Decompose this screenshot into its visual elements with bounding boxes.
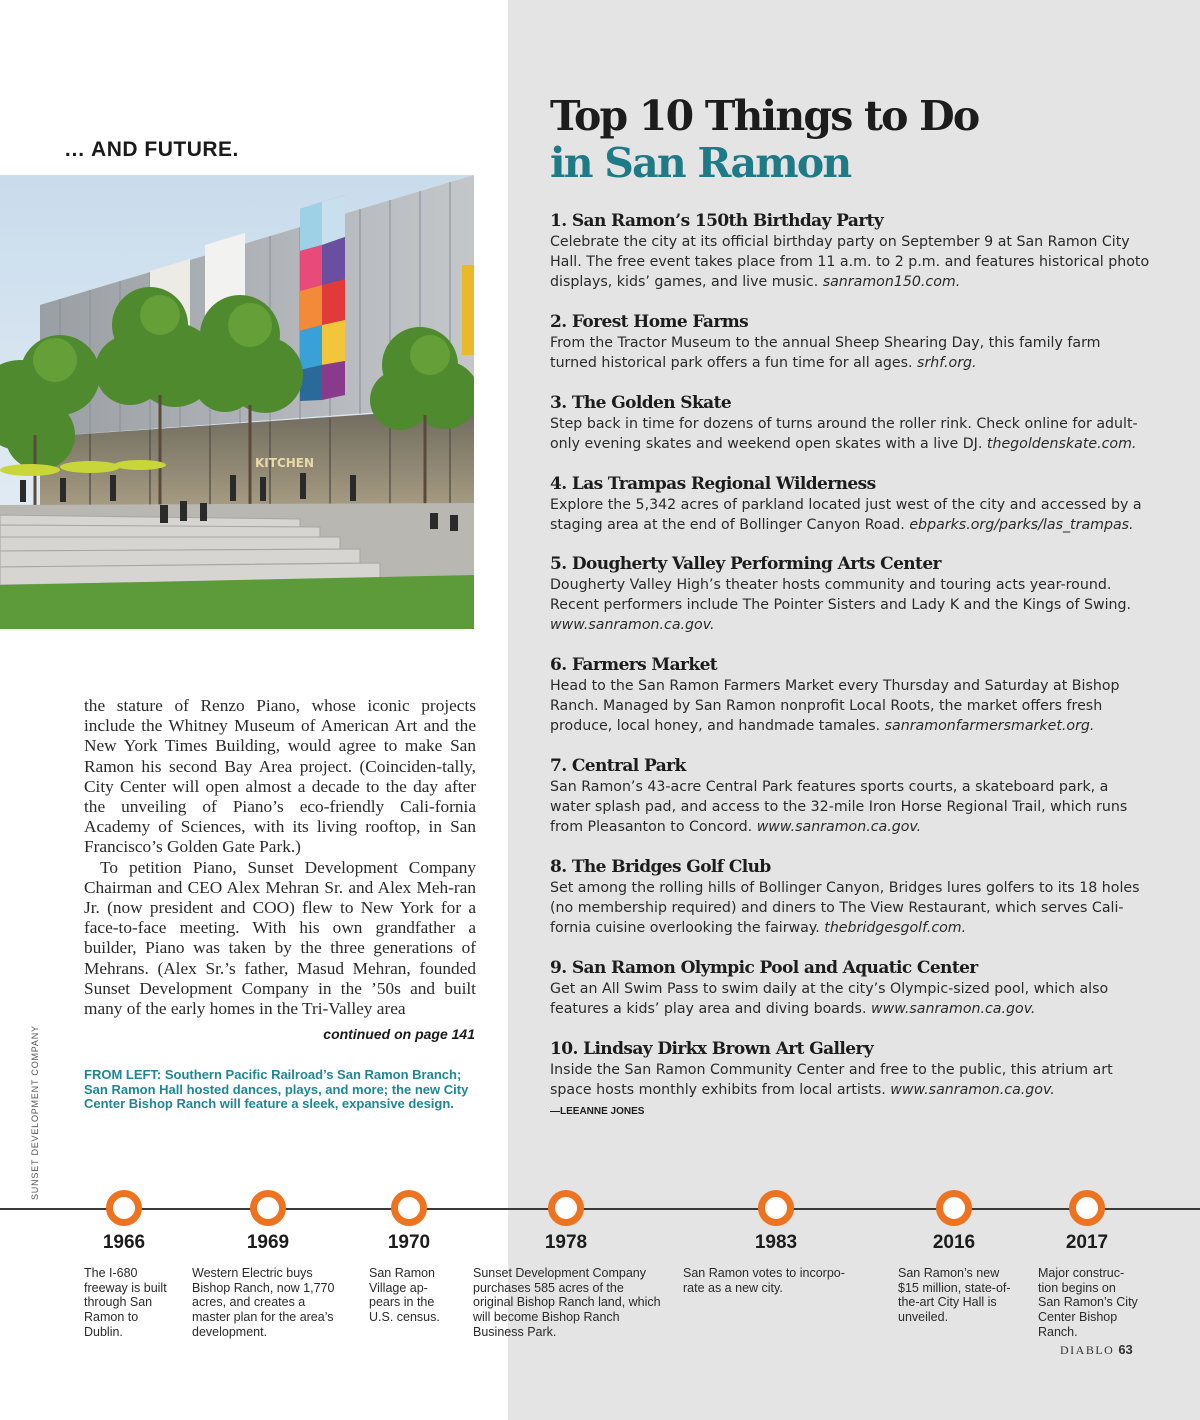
timeline-year: 2016 bbox=[932, 1232, 976, 1253]
list-item-text: Set among the rolling hills of Bollinger Canyon, Bridges lures golfers to its 18 holes (no membership required) and diners to The View Restaurant, which serves Cali-fornia cuisine overlooking the fairway. thebridgesgolf.com. bbox=[550, 880, 1140, 937]
list-item-title: 5. Dougherty Valley Performing Arts Center bbox=[550, 554, 941, 574]
timeline-marker bbox=[391, 1190, 427, 1226]
photo-caption: FROM LEFT: Southern Pacific Railroad’s San Ramon Branch; San Ramon Hall hosted dances, plays, and more; the new City Center Bishop Ranch will feature a sleek, expansive design. bbox=[84, 1067, 469, 1111]
city-center-rendering bbox=[0, 175, 474, 629]
page-number: 63 bbox=[1118, 1342, 1133, 1357]
timeline-description: Western Electric buys Bishop Ranch, now 1,770 acres, and creates a master plan for the area’s development. bbox=[192, 1266, 335, 1339]
list-item bbox=[550, 654, 1150, 737]
timeline-marker bbox=[936, 1190, 972, 1226]
list-item-link[interactable]: www.sanramon.ca.gov. bbox=[870, 1001, 1036, 1018]
list-item bbox=[550, 210, 1150, 293]
section-label: … AND FUTURE. bbox=[64, 138, 239, 161]
list-item-title: 4. Las Trampas Regional Wilderness bbox=[550, 474, 876, 494]
page-footer bbox=[1060, 1342, 1133, 1358]
continued-note: continued on page 141 bbox=[323, 1026, 475, 1042]
list-item bbox=[550, 957, 1150, 1019]
list-item-text: Head to the San Ramon Farmers Market every Thursday and Saturday at Bishop Ranch. Managed by San Ramon nonprofit Local Roots, the market offers fresh produce, local honey, and handmade tamales. sanramonfarmersmarket.org. bbox=[550, 678, 1120, 735]
body-paragraph: To petition Piano, Sunset Development Company Chairman and CEO Alex Mehran Sr. and Alex Meh-ran Jr. (now president and COO) flew to New York for a face-to-face meeting. With his own grandfather a builder, Piano was taken by the three generations of Mehrans. (Alex Sr.’s father, Masud Mehran, founded Sunset Development Company in the ’50s and built many of the early homes in the Tri-Valley area bbox=[84, 857, 476, 1019]
timeline-description: Sunset Development Company purchases 585 acres of the original Bishop Ranch land, which will become Bishop Ranch Business Park. bbox=[473, 1266, 661, 1339]
timeline-year: 1966 bbox=[102, 1232, 146, 1253]
timeline-marker bbox=[1069, 1190, 1105, 1226]
list-item-text: Step back in time for dozens of turns around the roller rink. Check online for adult-only evening skates and weekend open skates with a live DJ. thegoldenskate.com. bbox=[550, 416, 1138, 453]
storefront-sign: KITCHEN bbox=[255, 456, 315, 470]
list-item-title: 3. The Golden Skate bbox=[550, 393, 732, 413]
list-item-text: From the Tractor Museum to the annual Sheep Shearing Day, this family farm turned historical park offers a fun time for all ages. srhf.org. bbox=[550, 335, 1101, 372]
list-item bbox=[550, 856, 1150, 939]
timeline-marker bbox=[758, 1190, 794, 1226]
list-item-link[interactable]: thebridgesgolf.com. bbox=[824, 920, 967, 937]
list-item-text: Dougherty Valley High’s theater hosts community and touring acts year-round. Recent performers include The Pointer Sisters and Lady K and the Kings of Swing. www.sanramon.ca.gov. bbox=[550, 577, 1132, 634]
timeline-marker bbox=[548, 1190, 584, 1226]
list-item bbox=[550, 392, 1150, 454]
list-item-title: 6. Farmers Market bbox=[550, 655, 718, 675]
timeline-year: 1978 bbox=[544, 1232, 588, 1253]
timeline-year: 1983 bbox=[754, 1232, 798, 1253]
list-item-link[interactable]: sanramonfarmersmarket.org. bbox=[884, 718, 1095, 735]
byline: —LEEANNE JONES bbox=[550, 1106, 645, 1117]
list-item-link[interactable]: www.sanramon.ca.gov. bbox=[890, 1082, 1055, 1099]
list-item-link[interactable]: srhf.org. bbox=[917, 355, 977, 372]
list-item bbox=[550, 473, 1150, 535]
list-item bbox=[550, 553, 1150, 636]
list-item-link[interactable]: www.sanramon.ca.gov. bbox=[756, 819, 922, 836]
timeline-description: Major construc-tion begins on San Ramon’s City Center Bishop Ranch. bbox=[1038, 1266, 1138, 1339]
timeline-marker bbox=[250, 1190, 286, 1226]
timeline-description: San Ramon’s new $15 million, state-of-the-art City Hall is unveiled. bbox=[898, 1266, 1011, 1325]
page-subtitle: in San Ramon bbox=[550, 139, 851, 187]
list-item-title: 2. Forest Home Farms bbox=[550, 312, 749, 332]
timeline-marker bbox=[106, 1190, 142, 1226]
list-item-text: Explore the 5,342 acres of parkland located just west of the city and accessed by a staging area at the end of Bollinger Canyon Road. ebparks.org/parks/las_trampas. bbox=[550, 497, 1142, 534]
timeline-year: 1969 bbox=[246, 1232, 290, 1253]
list-item-title: 9. San Ramon Olympic Pool and Aquatic Center bbox=[550, 958, 978, 978]
timeline-description: San Ramon Village ap-pears in the U.S. census. bbox=[369, 1266, 440, 1325]
list-item-text: San Ramon’s 43-acre Central Park features sports courts, a skateboard park, a water splash pad, and access to the 32-mile Iron Horse Regional Trail, which runs from Pleasanton to Concord. www.sanramon.ca.gov. bbox=[550, 779, 1128, 836]
body-paragraph: the stature of Renzo Piano, whose iconic projects include the Whitney Museum of American Art and the New York Times Building, would agree to make San Ramon his second Bay Area project. (Coinciden-tally, City Center will open almost a decade to the day after the unveiling of Piano’s eco-friendly Cali-fornia Academy of Sciences, with its living rooftop, in San Francisco’s Golden Gate Park.) bbox=[84, 696, 476, 857]
list-item-link[interactable]: www.sanramon.ca.gov. bbox=[550, 617, 715, 634]
list-item-link[interactable]: ebparks.org/parks/las_trampas. bbox=[909, 517, 1134, 534]
magazine-name: DIABLO bbox=[1060, 1343, 1115, 1357]
timeline-line bbox=[0, 1208, 1200, 1210]
photo-credit: SUNSET DEVELOPMENT COMPANY bbox=[30, 1025, 40, 1200]
page-title: Top 10 Things to Do bbox=[550, 92, 979, 140]
article-body bbox=[84, 696, 476, 1019]
list-item-title: 8. The Bridges Golf Club bbox=[550, 857, 771, 877]
timeline-description: San Ramon votes to incorpo-rate as a new city. bbox=[683, 1266, 845, 1295]
list-item-title: 1. San Ramon’s 150th Birthday Party bbox=[550, 211, 884, 231]
list-item bbox=[550, 755, 1150, 838]
list-item-link[interactable]: sanramon150.com. bbox=[822, 274, 961, 291]
list-item-text: Get an All Swim Pass to swim daily at the city’s Olympic-sized pool, which also features a kids’ play area and diving boards. www.sanramon.ca.gov. bbox=[550, 981, 1109, 1018]
list-item-text: Inside the San Ramon Community Center and free to the public, this atrium art space hosts monthly exhibits from local artists. www.sanramon.ca.gov. bbox=[550, 1062, 1113, 1099]
list-item bbox=[550, 311, 1150, 373]
list-item-text: Celebrate the city at its official birthday party on September 9 at San Ramon City Hall. The free event takes place from 11 a.m. to 2 p.m. and features historical photo displays, kids’ games, and live music. sanramon150.com. bbox=[550, 234, 1150, 291]
list-item-link[interactable]: thegoldenskate.com. bbox=[986, 436, 1137, 453]
timeline-year: 1970 bbox=[387, 1232, 431, 1253]
list-item-title: 7. Central Park bbox=[550, 756, 686, 776]
timeline-year: 2017 bbox=[1065, 1232, 1109, 1253]
list-item-title: 10. Lindsay Dirkx Brown Art Gallery bbox=[550, 1039, 874, 1059]
list-item bbox=[550, 1038, 1150, 1100]
timeline-description: The I-680 freeway is built through San Ramon to Dublin. bbox=[84, 1266, 167, 1339]
